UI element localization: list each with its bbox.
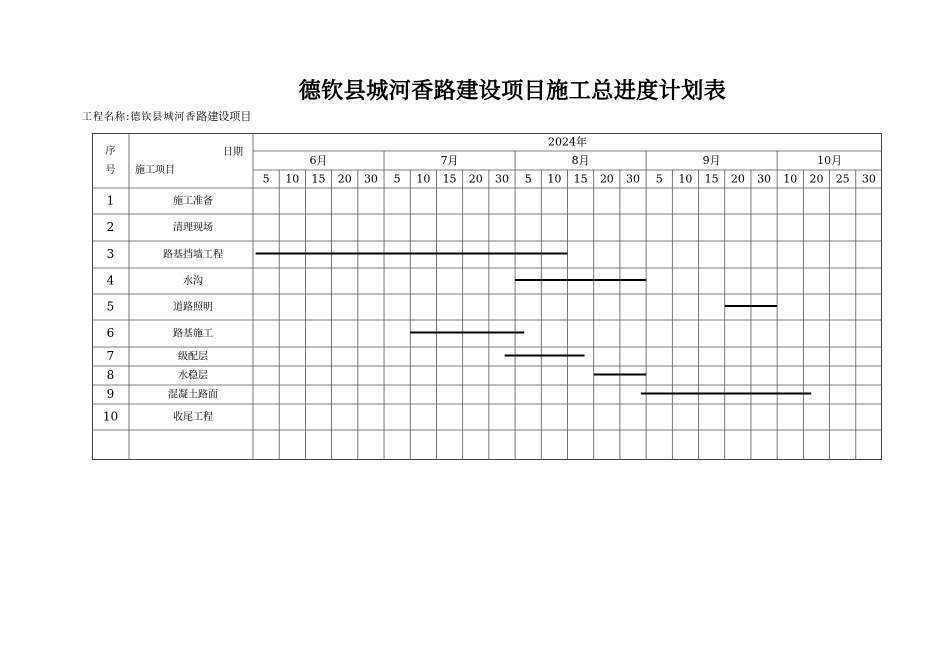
row-number: 4: [106, 273, 115, 288]
day-label: 30: [626, 172, 641, 186]
day-label: 10: [416, 172, 431, 186]
day-label: 20: [599, 172, 614, 186]
day-label: 5: [524, 172, 532, 186]
month-label: 9月: [702, 154, 721, 167]
day-label: 30: [757, 172, 772, 186]
task-name: 水沟: [183, 276, 203, 287]
month-label: 10月: [817, 154, 843, 167]
day-label: 20: [809, 172, 824, 186]
row-number: 7: [106, 349, 115, 363]
task-name: 道路照明: [173, 302, 213, 313]
project-name-value: 路建设项目: [196, 110, 252, 123]
schedule-grid: [92, 133, 882, 460]
day-label: 30: [363, 172, 378, 186]
row-number: 10: [102, 409, 119, 424]
day-label: 15: [311, 172, 326, 186]
day-label: 10: [783, 172, 798, 186]
day-label: 20: [337, 172, 352, 186]
task-name: 级配层: [178, 351, 208, 363]
project-name-label: 工程名称:德钦县城河香: [82, 112, 197, 123]
schedule-table: [92, 133, 882, 460]
task-name: 路基施工: [173, 328, 213, 340]
row-number: 8: [106, 368, 115, 382]
day-label: 30: [494, 172, 509, 186]
task-name: 收尾工程: [173, 412, 213, 423]
day-label: 10: [285, 172, 300, 186]
task-name: 清理现场: [173, 222, 213, 234]
task-name: 路基挡墙工程: [163, 249, 223, 261]
row-number: 5: [106, 299, 115, 314]
row-number: 9: [106, 387, 115, 401]
day-label: 5: [262, 172, 270, 186]
month-label: 7月: [440, 154, 459, 167]
day-label: 15: [573, 172, 588, 186]
item-header: 施工项目: [135, 165, 175, 176]
day-label: 25: [835, 172, 850, 186]
seq-header-bottom: 号: [105, 165, 116, 176]
seq-header-top: 序: [105, 146, 116, 157]
year-label: 2024年: [548, 135, 587, 149]
day-label: 20: [730, 172, 745, 186]
task-name: 施工准备: [173, 196, 213, 207]
day-label: 5: [655, 172, 663, 186]
row-number: 6: [106, 326, 115, 340]
day-label: 5: [393, 172, 401, 186]
month-label: 8月: [571, 154, 590, 167]
page-title: 德钦县城河香路建设项目施工总进度计划表: [298, 78, 727, 104]
day-label: 30: [861, 172, 876, 186]
date-header: 日期: [223, 147, 243, 158]
row-number: 3: [106, 247, 115, 261]
task-name: 混凝土路面: [168, 389, 218, 401]
day-label: 15: [442, 172, 457, 186]
day-label: 10: [678, 172, 693, 186]
day-label: 15: [704, 172, 719, 186]
row-number: 2: [106, 220, 115, 234]
row-number: 1: [106, 193, 115, 208]
project-name-line: [82, 108, 251, 124]
day-label: 10: [547, 172, 562, 186]
task-name: 水稳层: [178, 370, 208, 382]
month-label: 6月: [309, 154, 328, 167]
day-label: 20: [468, 172, 483, 186]
